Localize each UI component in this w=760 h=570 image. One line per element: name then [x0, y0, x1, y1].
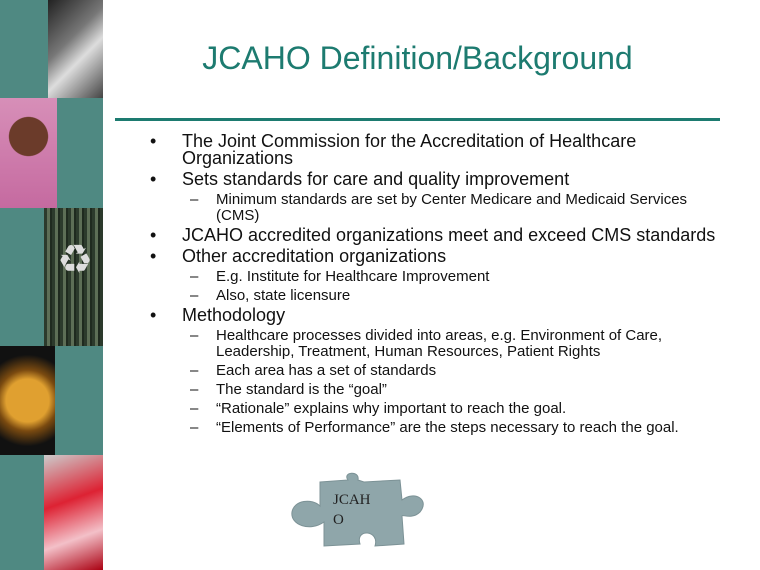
bullet-item [150, 171, 720, 188]
recycle-icon: ♻ [57, 238, 93, 282]
puzzle-label: JCAH O [333, 492, 371, 528]
sub-bullet-item [150, 288, 720, 304]
sub-bullet-item [150, 382, 720, 398]
sub-bullet-marker: – [190, 327, 199, 344]
blood-pressure-gauge-photo [48, 0, 103, 98]
sub-bullet-text: Also, state licensure [216, 287, 351, 304]
sub-bullet-text: The standard is the “goal” [216, 381, 387, 398]
sub-bullet-marker: – [190, 419, 199, 436]
bullet-marker: • [150, 246, 157, 266]
sub-bullet-marker: – [190, 268, 199, 285]
bullet-list [150, 133, 720, 439]
bullet-marker: • [150, 131, 157, 151]
sub-bullet-item [150, 328, 720, 360]
sub-bullet-text: “Elements of Performance” are the steps necessary to reach the goal. [216, 419, 679, 436]
sub-bullet-item [150, 420, 720, 436]
bullet-item [150, 133, 720, 167]
teal-block [57, 98, 103, 208]
bullet-item [150, 248, 720, 265]
dollar-sign-photo [0, 346, 55, 455]
bullet-text: Methodology [182, 305, 286, 325]
sub-bullet-marker: – [190, 191, 199, 208]
bullet-item [150, 307, 720, 324]
bullet-text: JCAHO accredited organizations meet and exceed CMS standards [182, 225, 716, 245]
sub-bullet-marker: – [190, 400, 199, 417]
sub-bullet-item [150, 192, 720, 224]
bullet-marker: • [150, 169, 157, 189]
bullet-item [150, 227, 720, 244]
bullet-text: Sets standards for care and quality improvement [182, 169, 570, 189]
slide-title: JCAHO Definition/Background [202, 40, 633, 76]
sub-bullet-text: Minimum standards are set by Center Medicare and Medicaid Services (CMS) [216, 191, 688, 224]
sub-bullet-text: E.g. Institute for Healthcare Improvement [216, 268, 490, 285]
teal-block [0, 455, 44, 570]
sub-bullet-marker: – [190, 287, 199, 304]
teal-block [55, 346, 103, 455]
teal-block [0, 0, 48, 98]
sub-bullet-item [150, 269, 720, 285]
sub-bullet-text: “Rationale” explains why important to reach the goal. [216, 400, 567, 417]
sub-bullet-marker: – [190, 381, 199, 398]
bullet-text: Other accreditation organizations [182, 246, 447, 266]
biohazard-vial-photo [44, 455, 103, 570]
sub-bullet-marker: – [190, 362, 199, 379]
teal-block [0, 208, 44, 346]
sub-bullet-item [150, 363, 720, 379]
bullet-marker: • [150, 305, 157, 325]
sub-bullet-item [150, 401, 720, 417]
sub-bullet-text: Healthcare processes divided into areas, e.g. Environment of Care, Leadership, Treatment, Human Resources, Patient Rights [216, 327, 663, 360]
bullet-marker: • [150, 225, 157, 245]
nurse-photo [0, 98, 57, 208]
title-divider [115, 118, 720, 121]
sub-bullet-text: Each area has a set of standards [216, 362, 437, 379]
bullet-text: The Joint Commission for the Accreditation of Healthcare Organizations [182, 131, 637, 168]
